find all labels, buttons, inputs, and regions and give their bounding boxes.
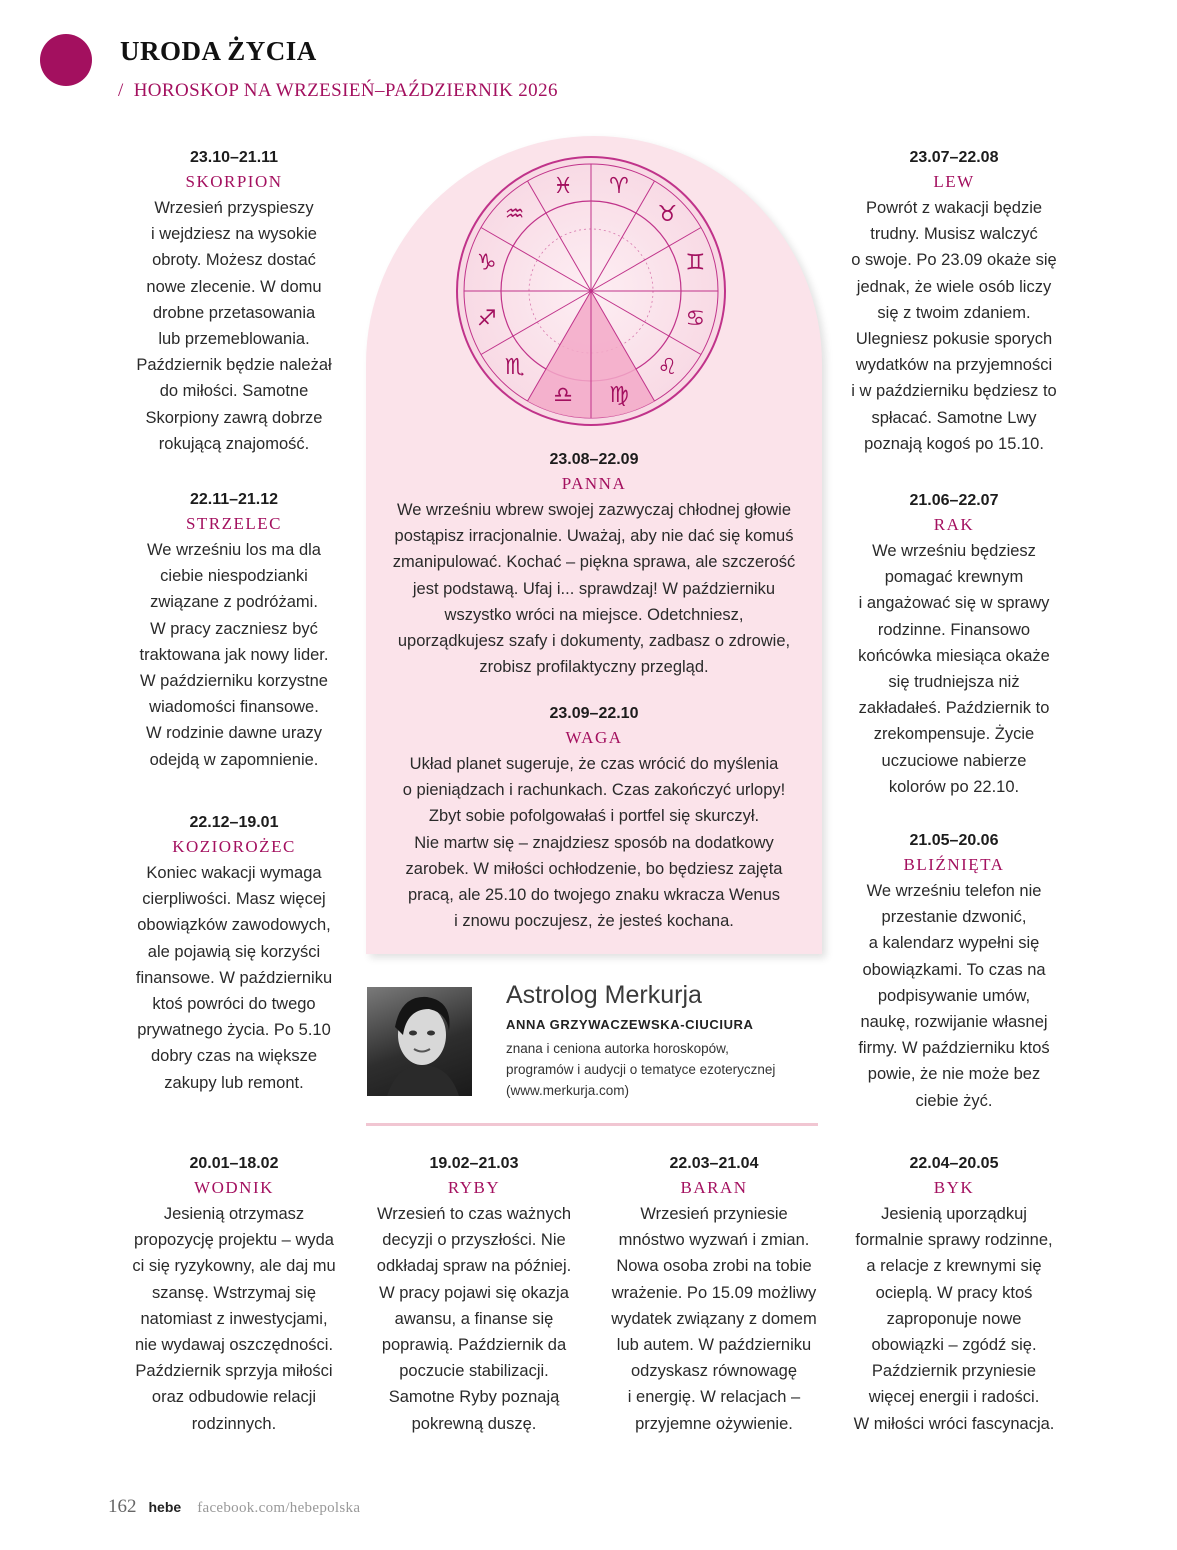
sign-baran bbox=[600, 1153, 828, 1437]
sign-text bbox=[376, 497, 812, 680]
sign-panna bbox=[376, 449, 812, 680]
text-line: i angażować się w sprawy bbox=[858, 594, 1050, 613]
sign-name: WODNIK bbox=[194, 1178, 274, 1197]
zodiac-glyph-icon: ♒︎ bbox=[504, 202, 525, 228]
text-line: Jesienią otrzymasz bbox=[163, 1205, 305, 1223]
text-line: związane z podróżami. bbox=[150, 593, 318, 612]
text-line: Nie martw się – znajdziesz sposób na dodatkowy bbox=[414, 833, 774, 852]
zodiac-wheel bbox=[455, 155, 727, 427]
zodiac-glyph-icon: ♌︎ bbox=[657, 354, 678, 380]
text-line: ale pojawią się korzyści bbox=[147, 942, 321, 961]
page-footer bbox=[108, 1496, 360, 1518]
text-line: We wrześniu telefon nie bbox=[866, 882, 1042, 900]
sign-name: LEW bbox=[933, 172, 975, 191]
sign-lew bbox=[840, 147, 1068, 457]
brand-logo: hebe bbox=[148, 1499, 182, 1515]
sign-text bbox=[120, 537, 348, 773]
zodiac-glyph-icon: ♍︎ bbox=[609, 382, 629, 408]
sign-text bbox=[360, 1201, 588, 1437]
text-line: trudny. Musisz walczyć bbox=[870, 225, 1038, 244]
text-line: Wrzesień to czas ważnych bbox=[376, 1205, 572, 1223]
text-line: zaproponuje nowe bbox=[886, 1309, 1022, 1328]
text-line: Październik sprzyja miłości bbox=[135, 1362, 333, 1381]
sign-name: BLIŹNIĘTA bbox=[903, 855, 1005, 874]
zodiac-glyph-icon: ♐︎ bbox=[476, 306, 497, 332]
zodiac-glyph-icon: ♊︎ bbox=[685, 250, 706, 276]
text-line: dobry czas na większe bbox=[151, 1047, 317, 1066]
portrait-illustration bbox=[367, 987, 472, 1096]
text-line: W rodzinie dawne urazy bbox=[145, 724, 323, 743]
sign-dates: 23.10–21.11 bbox=[189, 149, 279, 166]
astrologer-photo bbox=[367, 987, 472, 1096]
text-line: powie, że nie może bez bbox=[867, 1065, 1041, 1084]
text-line: poprawią. Październik da bbox=[381, 1336, 567, 1355]
facebook-link[interactable]: facebook.com/hebepolska bbox=[197, 1500, 361, 1516]
text-line: wrażenie. Po 15.09 możliwy bbox=[611, 1283, 817, 1302]
text-line: rodzinnych. bbox=[191, 1414, 277, 1433]
text-line: nowe zlecenie. W domu bbox=[146, 277, 322, 296]
text-line: się trudniejsza niż bbox=[888, 673, 1020, 692]
text-line: Koniec wakacji wymaga bbox=[146, 864, 322, 882]
text-line: jednak, że wiele osób liczy bbox=[856, 277, 1052, 296]
zodiac-glyph-icon: ♉︎ bbox=[657, 202, 678, 228]
text-line: uporządkujesz szafy i dokumenty, zadbasz o zdrowie, bbox=[397, 632, 791, 651]
text-line: W pracy zaczniesz być bbox=[150, 619, 318, 638]
text-line: Październik przyniesie bbox=[871, 1362, 1037, 1381]
sign-text bbox=[840, 1201, 1068, 1437]
text-line: ocieplą. W pracy ktoś bbox=[875, 1283, 1033, 1302]
text-line: się z twoim zdaniem. bbox=[877, 303, 1031, 322]
text-line: drobne przetasowania bbox=[152, 303, 316, 322]
text-line: Skorpiony zawrą dobrze bbox=[145, 408, 323, 427]
text-line: poznają kogoś po 15.10. bbox=[864, 434, 1044, 453]
sign-text bbox=[376, 751, 812, 934]
text-line: zakładałeś. Październik to bbox=[858, 699, 1050, 718]
text-line: uczuciowe nabierze bbox=[881, 751, 1027, 770]
text-line: i w październiku będziesz to bbox=[851, 382, 1057, 401]
text-line: obowiązki – zgódź się. bbox=[871, 1336, 1037, 1355]
text-line: (www.merkurja.com) bbox=[506, 1083, 630, 1098]
sign-dates: 20.01–18.02 bbox=[189, 1155, 279, 1172]
text-line: o pieniądzach i rachunkach. Czas zakończyć urlopy! bbox=[402, 781, 786, 800]
text-line: We wrześniu będziesz bbox=[872, 542, 1036, 560]
text-line: obowiązkami. To czas na bbox=[862, 960, 1046, 979]
text-line: Jesienią uporządkuj bbox=[881, 1205, 1027, 1223]
text-line: obowiązków zawodowych, bbox=[137, 916, 331, 935]
text-line: W pracy pojawi się okazja bbox=[379, 1283, 569, 1302]
astrologer-title: Astrolog Merkurja bbox=[506, 981, 702, 1009]
section-divider bbox=[366, 1123, 818, 1126]
sign-dates: 21.06–22.07 bbox=[909, 492, 999, 509]
sign-name: WAGA bbox=[565, 728, 623, 747]
section-subtitle bbox=[118, 80, 558, 102]
text-line: finansowe. W październiku bbox=[135, 968, 333, 987]
text-line: przyjemne ożywienie. bbox=[635, 1414, 793, 1433]
text-line: ktoś powróci do twego bbox=[152, 995, 316, 1014]
text-line: wszystko wróci na miejsce. Odetchniesz, bbox=[444, 605, 744, 624]
astrologer-author: ANNA GRZYWACZEWSKA-CIUCIURA bbox=[506, 1017, 754, 1032]
text-line: pomagać krewnym bbox=[884, 568, 1024, 587]
text-line: i energię. W relacjach – bbox=[627, 1388, 801, 1407]
text-line: rokującą znajomość. bbox=[158, 434, 310, 453]
text-line: zakupy lub remont. bbox=[164, 1073, 304, 1092]
text-line: ciebie niespodzianki bbox=[160, 567, 308, 586]
text-line: Nowa osoba zrobi na tobie bbox=[616, 1257, 812, 1276]
text-line: a relacje z krewnymi się bbox=[866, 1257, 1042, 1276]
text-line: pracą, ale 25.10 do twojego znaku wkracza Wenus bbox=[407, 886, 781, 905]
text-line: decyzji o przyszłości. Nie bbox=[382, 1231, 566, 1250]
text-line: Powrót z wakacji będzie bbox=[865, 199, 1043, 217]
sign-dates: 23.09–22.10 bbox=[549, 705, 639, 722]
sign-waga bbox=[376, 703, 812, 934]
text-line: o swoje. Po 23.09 okaże się bbox=[851, 251, 1057, 270]
text-line: przestanie dzwonić, bbox=[881, 908, 1027, 927]
text-line: W miłości wróci fascynacja. bbox=[853, 1414, 1055, 1433]
zodiac-glyph-icon: ♎︎ bbox=[553, 382, 573, 408]
astrologer-description bbox=[506, 1038, 826, 1101]
sign-text bbox=[120, 860, 348, 1096]
sign-name: SKORPION bbox=[185, 172, 283, 191]
text-line: do miłości. Samotne bbox=[159, 382, 309, 401]
text-line: Wrzesień przyspieszy bbox=[154, 199, 314, 217]
sign-dates: 21.05–20.06 bbox=[909, 832, 999, 849]
sign-name: PANNA bbox=[561, 474, 627, 493]
sign-strzelec bbox=[120, 489, 348, 773]
sign-ryby bbox=[360, 1153, 588, 1437]
text-line: zrobisz profilaktyczny przegląd. bbox=[479, 658, 709, 677]
text-line: oraz odbudowie relacji bbox=[151, 1388, 317, 1407]
text-line: firmy. W październiku ktoś bbox=[858, 1039, 1050, 1058]
text-line: zmanipulować. Kochać – piękna sprawa, ale szczerość bbox=[392, 553, 796, 572]
text-line: Ulegniesz pokusie sporych bbox=[855, 330, 1053, 349]
text-line: W październiku korzystne bbox=[140, 672, 328, 691]
text-line: nie wydawaj oszczędności. bbox=[134, 1336, 334, 1355]
text-line: ci się ryzykowny, ale daj mu bbox=[132, 1257, 336, 1276]
page-number: 162 bbox=[108, 1496, 137, 1517]
text-line: cierpliwości. Masz więcej bbox=[142, 890, 326, 909]
text-line: Samotne Ryby poznają bbox=[388, 1388, 560, 1407]
sign-dates: 22.12–19.01 bbox=[189, 814, 279, 831]
text-line: znana i ceniona autorka horoskopów, bbox=[506, 1041, 729, 1056]
text-line: We wrześniu wbrew swojej zazwyczaj chłodnej głowie bbox=[396, 501, 792, 519]
text-line: Wrzesień przyniesie bbox=[640, 1205, 788, 1223]
text-line: i znowu poczujesz, że jesteś kochana. bbox=[454, 912, 734, 931]
section-title: URODA ŻYCIA bbox=[120, 36, 317, 66]
text-line: kolorów po 22.10. bbox=[888, 777, 1020, 796]
text-line: końcówka miesiąca okaże bbox=[858, 646, 1050, 665]
sign-text bbox=[600, 1201, 828, 1437]
text-line: ciebie żyć. bbox=[915, 1091, 993, 1110]
sign-dates: 22.03–21.04 bbox=[669, 1155, 759, 1172]
text-line: a kalendarz wypełni się bbox=[868, 934, 1040, 953]
sign-dates: 19.02–21.03 bbox=[429, 1155, 519, 1172]
sign-text bbox=[840, 878, 1068, 1114]
sign-byk bbox=[840, 1153, 1068, 1437]
zodiac-glyph-icon: ♑︎ bbox=[476, 250, 497, 276]
text-line: lub przemeblowania. bbox=[158, 330, 310, 349]
text-line: naukę, rozwijanie własnej bbox=[860, 1013, 1048, 1032]
text-line: Zbyt sobie pofolgowałaś i portfel się skurczył. bbox=[428, 807, 760, 826]
text-line: rodzinne. Finansowo bbox=[877, 620, 1031, 639]
text-line: i wejdziesz na wysokie bbox=[151, 225, 317, 244]
text-line: Październik będzie należał bbox=[136, 356, 332, 375]
sign-name: BYK bbox=[933, 1178, 975, 1197]
text-line: odzyskasz równowagę bbox=[631, 1362, 797, 1381]
text-line: lub autem. W październiku bbox=[616, 1336, 812, 1355]
zodiac-glyph-icon: ♓︎ bbox=[553, 174, 573, 200]
text-line: spłacać. Samotne Lwy bbox=[871, 408, 1037, 427]
text-line: awansu, a finanse się bbox=[394, 1309, 554, 1328]
text-line: propozycję projektu – wyda bbox=[134, 1231, 334, 1250]
sign-name: BARAN bbox=[680, 1178, 748, 1197]
sign-dates: 23.08–22.09 bbox=[549, 451, 639, 468]
sign-text bbox=[120, 1201, 348, 1437]
text-line: wiadomości finansowe. bbox=[149, 698, 319, 717]
zodiac-glyph-icon: ♈︎ bbox=[609, 174, 629, 200]
text-line: postąpisz irracjonalnie. Uważaj, aby nie dać się komuś bbox=[394, 527, 794, 546]
sign-rak bbox=[840, 490, 1068, 800]
text-line: wydatek związany z domem bbox=[611, 1309, 817, 1328]
text-line: jest podstawą. Ufaj i... sprawdzaj! W październiku bbox=[412, 579, 776, 598]
text-line: programów i audycji o tematyce ezoterycznej bbox=[506, 1062, 776, 1077]
sign-name: RYBY bbox=[447, 1178, 501, 1197]
text-line: odejdą w zapomnienie. bbox=[149, 750, 319, 769]
sign-name: STRZELEC bbox=[185, 514, 283, 533]
text-line: zrekompensuje. Życie bbox=[873, 725, 1035, 744]
text-line: zarobek. W miłości ochłodzenie, bo będziesz zajęta bbox=[405, 859, 783, 878]
sign-dates: 23.07–22.08 bbox=[909, 149, 999, 166]
sign-blizneta bbox=[840, 830, 1068, 1114]
zodiac-glyph-icon: ♋︎ bbox=[685, 306, 706, 332]
sign-dates: 22.11–21.12 bbox=[189, 491, 279, 508]
text-line: pokrewną duszę. bbox=[411, 1414, 537, 1433]
sign-text bbox=[120, 195, 348, 457]
sign-koziorozec bbox=[120, 812, 348, 1096]
text-line: natomiast z inwestycjami, bbox=[140, 1309, 328, 1328]
text-line: wydatków na przyjemności bbox=[855, 356, 1053, 375]
text-line: mnóstwo wyzwań i zmian. bbox=[618, 1231, 810, 1250]
sign-text bbox=[840, 195, 1068, 457]
text-line: Układ planet sugeruje, że czas wrócić do myślenia bbox=[409, 755, 779, 773]
subtitle-text: HOROSKOP NA WRZESIEŃ–PAŹDZIERNIK 2026 bbox=[133, 80, 558, 101]
text-line: poczucie stabilizacji. bbox=[399, 1362, 549, 1381]
text-line: prywatnego życia. Po 5.10 bbox=[137, 1021, 331, 1040]
text-line: obroty. Możesz dostać bbox=[152, 251, 316, 270]
text-line: więcej energii i radości. bbox=[868, 1388, 1040, 1407]
zodiac-glyph-icon: ♏︎ bbox=[504, 354, 525, 380]
sign-name: KOZIOROŻEC bbox=[172, 837, 296, 856]
text-line: traktowana jak nowy lider. bbox=[139, 645, 329, 664]
text-line: We wrześniu los ma dla bbox=[147, 541, 321, 559]
sign-name: RAK bbox=[933, 515, 975, 534]
text-line: formalnie sprawy rodzinne, bbox=[855, 1231, 1053, 1250]
text-line: odkładaj spraw na później. bbox=[376, 1257, 572, 1276]
text-line: podpisywanie umów, bbox=[877, 986, 1031, 1005]
sign-text bbox=[840, 538, 1068, 800]
sign-dates: 22.04–20.05 bbox=[909, 1155, 999, 1172]
sign-wodnik bbox=[120, 1153, 348, 1437]
text-line: szansę. Wstrzymaj się bbox=[151, 1283, 317, 1302]
subtitle-slash: / bbox=[118, 80, 124, 101]
section-marker-dot bbox=[40, 34, 92, 86]
sign-skorpion bbox=[120, 147, 348, 457]
